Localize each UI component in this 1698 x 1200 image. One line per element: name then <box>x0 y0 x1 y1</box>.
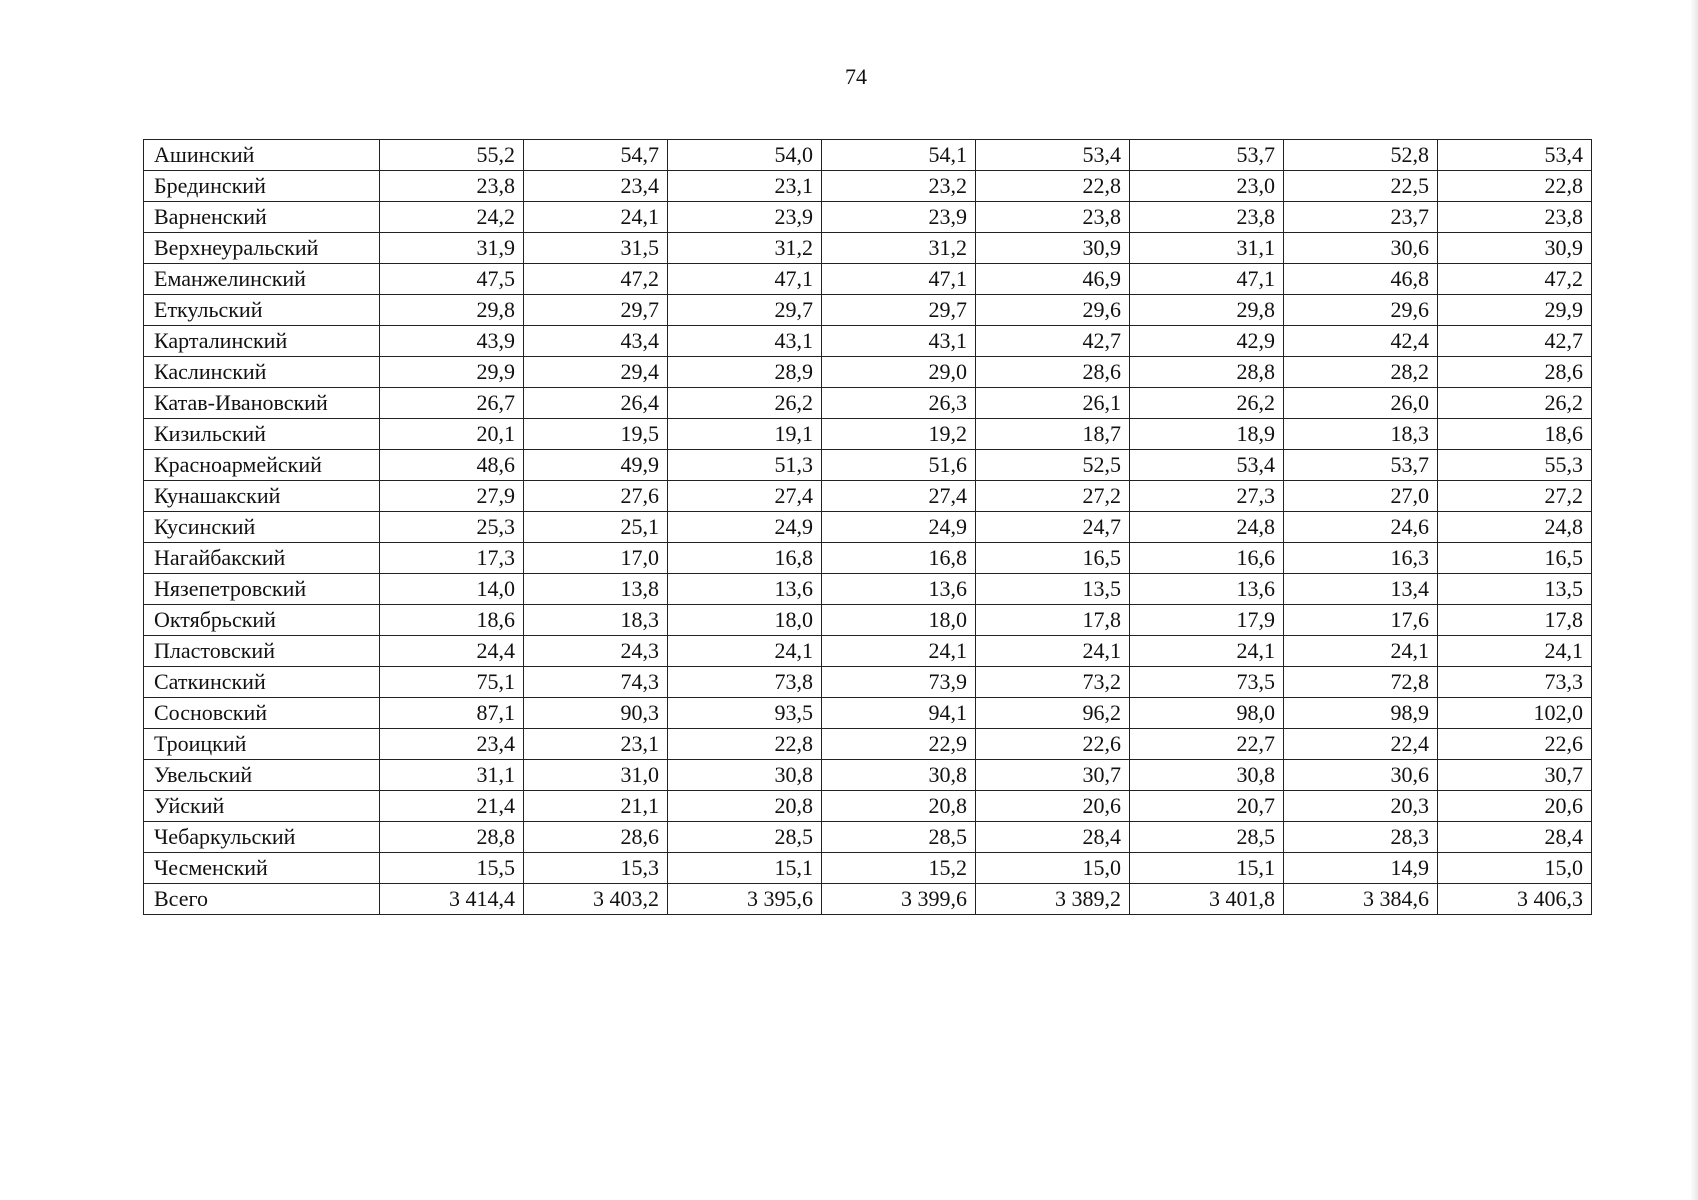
value-cell: 22,8 <box>668 729 822 760</box>
value-cell: 73,3 <box>1438 667 1592 698</box>
value-cell: 28,8 <box>380 822 524 853</box>
district-name-cell: Каслинский <box>144 357 380 388</box>
value-cell: 52,5 <box>976 450 1130 481</box>
value-cell: 3 399,6 <box>822 884 976 915</box>
value-cell: 28,5 <box>668 822 822 853</box>
value-cell: 13,4 <box>1284 574 1438 605</box>
value-cell: 19,2 <box>822 419 976 450</box>
value-cell: 24,9 <box>822 512 976 543</box>
value-cell: 18,0 <box>668 605 822 636</box>
value-cell: 24,8 <box>1438 512 1592 543</box>
value-cell: 22,4 <box>1284 729 1438 760</box>
value-cell: 28,9 <box>668 357 822 388</box>
district-name-cell: Октябрьский <box>144 605 380 636</box>
table-row <box>144 791 1592 822</box>
value-cell: 75,1 <box>380 667 524 698</box>
value-cell: 26,3 <box>822 388 976 419</box>
district-name-cell: Саткинский <box>144 667 380 698</box>
table-row <box>144 481 1592 512</box>
value-cell: 17,8 <box>976 605 1130 636</box>
value-cell: 47,5 <box>380 264 524 295</box>
value-cell: 22,6 <box>1438 729 1592 760</box>
value-cell: 30,8 <box>1130 760 1284 791</box>
table-row <box>144 605 1592 636</box>
value-cell: 24,1 <box>976 636 1130 667</box>
value-cell: 26,0 <box>1284 388 1438 419</box>
value-cell: 28,3 <box>1284 822 1438 853</box>
page-number: 74 <box>845 64 867 89</box>
value-cell: 29,9 <box>1438 295 1592 326</box>
value-cell: 42,4 <box>1284 326 1438 357</box>
value-cell: 43,4 <box>524 326 668 357</box>
value-cell: 73,2 <box>976 667 1130 698</box>
value-cell: 13,5 <box>1438 574 1592 605</box>
district-name-cell: Уйский <box>144 791 380 822</box>
table-row <box>144 760 1592 791</box>
district-name-cell: Красноармейский <box>144 450 380 481</box>
value-cell: 20,7 <box>1130 791 1284 822</box>
value-cell: 14,0 <box>380 574 524 605</box>
table-row <box>144 853 1592 884</box>
value-cell: 18,0 <box>822 605 976 636</box>
district-name-cell: Ашинский <box>144 140 380 171</box>
value-cell: 51,6 <box>822 450 976 481</box>
value-cell: 18,6 <box>1438 419 1592 450</box>
value-cell: 73,8 <box>668 667 822 698</box>
value-cell: 3 414,4 <box>380 884 524 915</box>
value-cell: 27,4 <box>822 481 976 512</box>
value-cell: 28,4 <box>1438 822 1592 853</box>
value-cell: 3 406,3 <box>1438 884 1592 915</box>
value-cell: 21,1 <box>524 791 668 822</box>
value-cell: 30,8 <box>822 760 976 791</box>
value-cell: 46,9 <box>976 264 1130 295</box>
value-cell: 72,8 <box>1284 667 1438 698</box>
value-cell: 24,7 <box>976 512 1130 543</box>
value-cell: 24,1 <box>668 636 822 667</box>
value-cell: 23,1 <box>524 729 668 760</box>
value-cell: 73,5 <box>1130 667 1284 698</box>
value-cell: 27,2 <box>976 481 1130 512</box>
value-cell: 16,8 <box>668 543 822 574</box>
value-cell: 24,1 <box>1130 636 1284 667</box>
value-cell: 30,7 <box>976 760 1130 791</box>
value-cell: 3 403,2 <box>524 884 668 915</box>
value-cell: 43,1 <box>668 326 822 357</box>
value-cell: 23,8 <box>976 202 1130 233</box>
value-cell: 17,3 <box>380 543 524 574</box>
value-cell: 31,2 <box>822 233 976 264</box>
value-cell: 23,8 <box>380 171 524 202</box>
value-cell: 27,2 <box>1438 481 1592 512</box>
value-cell: 3 401,8 <box>1130 884 1284 915</box>
value-cell: 96,2 <box>976 698 1130 729</box>
value-cell: 21,4 <box>380 791 524 822</box>
value-cell: 47,2 <box>1438 264 1592 295</box>
value-cell: 18,6 <box>380 605 524 636</box>
district-name-cell: Чесменский <box>144 853 380 884</box>
district-name-cell: Варненский <box>144 202 380 233</box>
table-row <box>144 698 1592 729</box>
value-cell: 24,2 <box>380 202 524 233</box>
value-cell: 23,8 <box>1438 202 1592 233</box>
table-row <box>144 543 1592 574</box>
value-cell: 15,5 <box>380 853 524 884</box>
value-cell: 23,9 <box>822 202 976 233</box>
value-cell: 52,8 <box>1284 140 1438 171</box>
value-cell: 23,1 <box>668 171 822 202</box>
value-cell: 20,8 <box>822 791 976 822</box>
table-row <box>144 512 1592 543</box>
value-cell: 22,9 <box>822 729 976 760</box>
value-cell: 24,9 <box>668 512 822 543</box>
district-name-cell: Катав-Ивановский <box>144 388 380 419</box>
value-cell: 22,8 <box>1438 171 1592 202</box>
value-cell: 27,6 <box>524 481 668 512</box>
district-name-cell: Кизильский <box>144 419 380 450</box>
value-cell: 26,2 <box>668 388 822 419</box>
value-cell: 27,0 <box>1284 481 1438 512</box>
value-cell: 19,5 <box>524 419 668 450</box>
value-cell: 3 389,2 <box>976 884 1130 915</box>
value-cell: 13,5 <box>976 574 1130 605</box>
value-cell: 20,6 <box>1438 791 1592 822</box>
table-row <box>144 202 1592 233</box>
value-cell: 53,4 <box>1438 140 1592 171</box>
value-cell: 30,8 <box>668 760 822 791</box>
value-cell: 24,4 <box>380 636 524 667</box>
table-row <box>144 574 1592 605</box>
district-name-cell: Брединский <box>144 171 380 202</box>
value-cell: 19,1 <box>668 419 822 450</box>
value-cell: 28,6 <box>976 357 1130 388</box>
value-cell: 54,1 <box>822 140 976 171</box>
value-cell: 20,3 <box>1284 791 1438 822</box>
value-cell: 28,4 <box>976 822 1130 853</box>
value-cell: 98,0 <box>1130 698 1284 729</box>
value-cell: 28,6 <box>1438 357 1592 388</box>
value-cell: 47,2 <box>524 264 668 295</box>
value-cell: 15,3 <box>524 853 668 884</box>
value-cell: 3 395,6 <box>668 884 822 915</box>
value-cell: 47,1 <box>668 264 822 295</box>
value-cell: 24,1 <box>822 636 976 667</box>
table-row <box>144 822 1592 853</box>
scan-edge-shadow <box>1690 0 1698 1200</box>
value-cell: 31,2 <box>668 233 822 264</box>
district-name-cell: Сосновский <box>144 698 380 729</box>
table-row <box>144 667 1592 698</box>
value-cell: 54,7 <box>524 140 668 171</box>
district-name-cell: Всего <box>144 884 380 915</box>
table-row <box>144 388 1592 419</box>
district-name-cell: Кусинский <box>144 512 380 543</box>
value-cell: 17,0 <box>524 543 668 574</box>
value-cell: 26,7 <box>380 388 524 419</box>
value-cell: 24,1 <box>1438 636 1592 667</box>
district-name-cell: Кунашакский <box>144 481 380 512</box>
value-cell: 31,0 <box>524 760 668 791</box>
value-cell: 42,9 <box>1130 326 1284 357</box>
table-row <box>144 729 1592 760</box>
value-cell: 23,2 <box>822 171 976 202</box>
value-cell: 26,1 <box>976 388 1130 419</box>
value-cell: 28,5 <box>1130 822 1284 853</box>
value-cell: 31,1 <box>1130 233 1284 264</box>
value-cell: 29,6 <box>976 295 1130 326</box>
value-cell: 28,8 <box>1130 357 1284 388</box>
value-cell: 24,6 <box>1284 512 1438 543</box>
value-cell: 29,8 <box>380 295 524 326</box>
value-cell: 29,4 <box>524 357 668 388</box>
value-cell: 30,6 <box>1284 233 1438 264</box>
value-cell: 16,6 <box>1130 543 1284 574</box>
value-cell: 30,7 <box>1438 760 1592 791</box>
value-cell: 27,9 <box>380 481 524 512</box>
value-cell: 15,2 <box>822 853 976 884</box>
value-cell: 15,1 <box>1130 853 1284 884</box>
value-cell: 31,5 <box>524 233 668 264</box>
value-cell: 24,8 <box>1130 512 1284 543</box>
value-cell: 29,7 <box>524 295 668 326</box>
value-cell: 42,7 <box>1438 326 1592 357</box>
table-row <box>144 233 1592 264</box>
value-cell: 53,7 <box>1130 140 1284 171</box>
table-row <box>144 140 1592 171</box>
table-row <box>144 326 1592 357</box>
table-row <box>144 171 1592 202</box>
value-cell: 47,1 <box>822 264 976 295</box>
value-cell: 30,9 <box>1438 233 1592 264</box>
value-cell: 16,5 <box>976 543 1130 574</box>
value-cell: 87,1 <box>380 698 524 729</box>
value-cell: 53,4 <box>976 140 1130 171</box>
value-cell: 29,6 <box>1284 295 1438 326</box>
value-cell: 29,0 <box>822 357 976 388</box>
value-cell: 23,4 <box>380 729 524 760</box>
value-cell: 48,6 <box>380 450 524 481</box>
value-cell: 14,9 <box>1284 853 1438 884</box>
value-cell: 13,8 <box>524 574 668 605</box>
value-cell: 16,3 <box>1284 543 1438 574</box>
value-cell: 43,1 <box>822 326 976 357</box>
value-cell: 27,4 <box>668 481 822 512</box>
value-cell: 94,1 <box>822 698 976 729</box>
table-row <box>144 357 1592 388</box>
value-cell: 42,7 <box>976 326 1130 357</box>
value-cell: 90,3 <box>524 698 668 729</box>
value-cell: 30,9 <box>976 233 1130 264</box>
district-data-table <box>143 139 1592 915</box>
value-cell: 27,3 <box>1130 481 1284 512</box>
value-cell: 20,8 <box>668 791 822 822</box>
district-name-cell: Еткульский <box>144 295 380 326</box>
value-cell: 20,1 <box>380 419 524 450</box>
value-cell: 102,0 <box>1438 698 1592 729</box>
value-cell: 53,7 <box>1284 450 1438 481</box>
district-name-cell: Пластовский <box>144 636 380 667</box>
value-cell: 22,5 <box>1284 171 1438 202</box>
value-cell: 29,7 <box>668 295 822 326</box>
value-cell: 29,8 <box>1130 295 1284 326</box>
value-cell: 13,6 <box>1130 574 1284 605</box>
value-cell: 22,6 <box>976 729 1130 760</box>
value-cell: 24,1 <box>1284 636 1438 667</box>
district-name-cell: Карталинский <box>144 326 380 357</box>
value-cell: 55,3 <box>1438 450 1592 481</box>
value-cell: 25,1 <box>524 512 668 543</box>
value-cell: 17,6 <box>1284 605 1438 636</box>
value-cell: 73,9 <box>822 667 976 698</box>
value-cell: 20,6 <box>976 791 1130 822</box>
value-cell: 18,3 <box>1284 419 1438 450</box>
value-cell: 16,5 <box>1438 543 1592 574</box>
value-cell: 16,8 <box>822 543 976 574</box>
value-cell: 28,6 <box>524 822 668 853</box>
value-cell: 15,0 <box>1438 853 1592 884</box>
table-row <box>144 419 1592 450</box>
table-row <box>144 450 1592 481</box>
value-cell: 28,2 <box>1284 357 1438 388</box>
value-cell: 3 384,6 <box>1284 884 1438 915</box>
value-cell: 15,1 <box>668 853 822 884</box>
value-cell: 31,9 <box>380 233 524 264</box>
table-total-row <box>144 884 1592 915</box>
value-cell: 13,6 <box>822 574 976 605</box>
value-cell: 23,7 <box>1284 202 1438 233</box>
value-cell: 93,5 <box>668 698 822 729</box>
district-name-cell: Чебаркульский <box>144 822 380 853</box>
value-cell: 29,9 <box>380 357 524 388</box>
value-cell: 18,3 <box>524 605 668 636</box>
value-cell: 23,9 <box>668 202 822 233</box>
district-name-cell: Еманжелинский <box>144 264 380 295</box>
value-cell: 23,0 <box>1130 171 1284 202</box>
value-cell: 53,4 <box>1130 450 1284 481</box>
value-cell: 43,9 <box>380 326 524 357</box>
table-row <box>144 295 1592 326</box>
value-cell: 55,2 <box>380 140 524 171</box>
value-cell: 13,6 <box>668 574 822 605</box>
value-cell: 49,9 <box>524 450 668 481</box>
district-name-cell: Увельский <box>144 760 380 791</box>
value-cell: 47,1 <box>1130 264 1284 295</box>
table-row <box>144 636 1592 667</box>
value-cell: 31,1 <box>380 760 524 791</box>
value-cell: 23,8 <box>1130 202 1284 233</box>
value-cell: 26,2 <box>1438 388 1592 419</box>
table-row <box>144 264 1592 295</box>
value-cell: 22,8 <box>976 171 1130 202</box>
value-cell: 46,8 <box>1284 264 1438 295</box>
value-cell: 54,0 <box>668 140 822 171</box>
district-name-cell: Нязепетровский <box>144 574 380 605</box>
table-body <box>144 140 1592 915</box>
value-cell: 25,3 <box>380 512 524 543</box>
value-cell: 29,7 <box>822 295 976 326</box>
value-cell: 26,4 <box>524 388 668 419</box>
value-cell: 51,3 <box>668 450 822 481</box>
value-cell: 98,9 <box>1284 698 1438 729</box>
value-cell: 15,0 <box>976 853 1130 884</box>
district-name-cell: Троицкий <box>144 729 380 760</box>
value-cell: 23,4 <box>524 171 668 202</box>
value-cell: 18,9 <box>1130 419 1284 450</box>
district-name-cell: Верхнеуральский <box>144 233 380 264</box>
value-cell: 74,3 <box>524 667 668 698</box>
value-cell: 24,3 <box>524 636 668 667</box>
value-cell: 22,7 <box>1130 729 1284 760</box>
value-cell: 17,8 <box>1438 605 1592 636</box>
value-cell: 30,6 <box>1284 760 1438 791</box>
value-cell: 17,9 <box>1130 605 1284 636</box>
value-cell: 28,5 <box>822 822 976 853</box>
value-cell: 18,7 <box>976 419 1130 450</box>
value-cell: 26,2 <box>1130 388 1284 419</box>
district-name-cell: Нагайбакский <box>144 543 380 574</box>
value-cell: 24,1 <box>524 202 668 233</box>
